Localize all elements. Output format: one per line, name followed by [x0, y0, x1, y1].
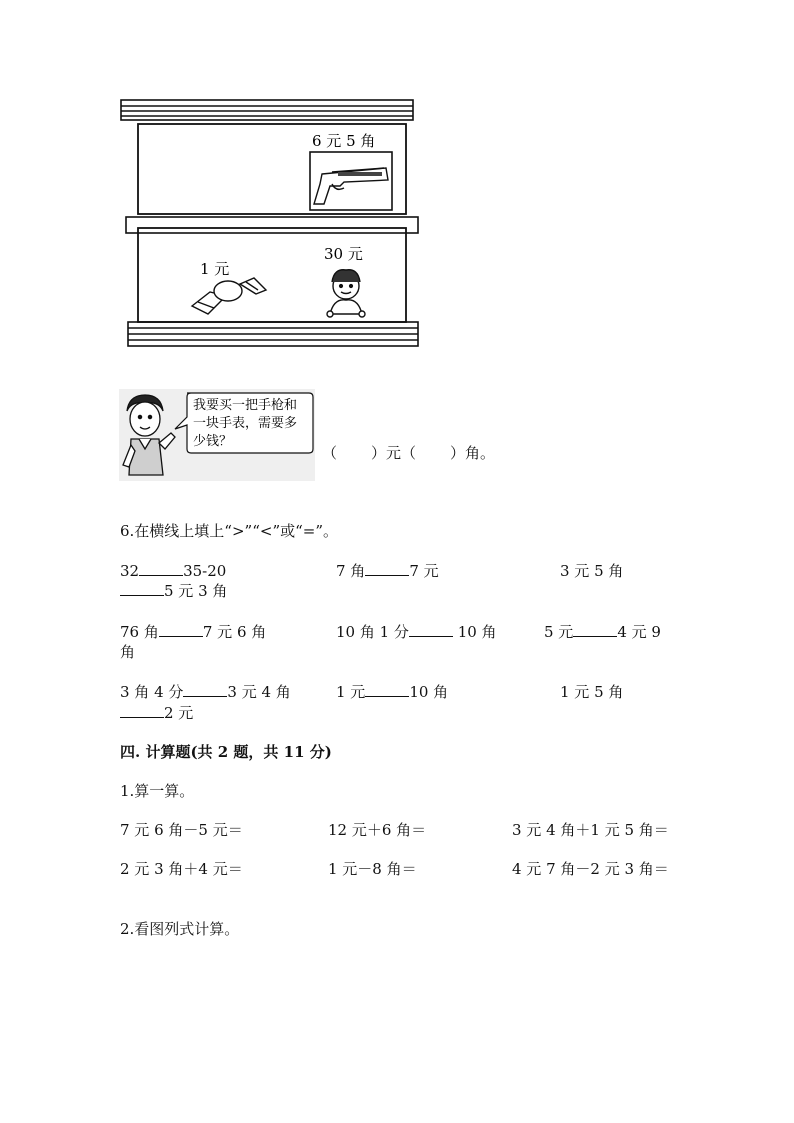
- calc-r1-2: 12 元＋6 角＝: [328, 821, 427, 839]
- q6-r3-a-right: 3 元 4 角: [227, 683, 291, 701]
- calc-r2-2: 1 元－8 角＝: [328, 860, 417, 878]
- speech-line-2: 一块手表，需要多: [193, 416, 298, 431]
- q6-r1-b-blank[interactable]: [365, 561, 409, 576]
- toy-gun-icon: [314, 168, 388, 204]
- q6-r2-a-right: 7 元 6 角: [202, 623, 267, 641]
- boy-speech-illustration: [119, 389, 315, 481]
- q6-r3-c-left: 1 元 5 角: [560, 683, 624, 701]
- scarf-icon: [192, 278, 266, 314]
- q6-r2-a-left: 76 角: [120, 623, 159, 641]
- q6-r3-b-right: 10 角: [409, 683, 449, 701]
- q6-r1-b: [336, 561, 439, 581]
- q6-r2-b-blank[interactable]: [409, 622, 453, 637]
- q6-r2-b: [336, 622, 497, 642]
- calc-r1-3: 3 元 4 角＋1 元 5 角＝: [512, 821, 669, 839]
- q6-r2-c-left: 5 元: [544, 623, 574, 641]
- q6-r2-a: [120, 622, 266, 642]
- calc-r1-1: 7 元 6 角－5 元＝: [120, 821, 243, 839]
- section4-q1-title: 1.算一算。: [120, 782, 195, 800]
- q6-r3-a-blank[interactable]: [183, 682, 227, 697]
- q6-r2-c-right: 4 元 9: [617, 623, 661, 641]
- q6-r3-a-left: 3 角 4 分: [120, 683, 184, 701]
- q6-title: 6.在横线上填上“>”“<”或“=”。: [120, 522, 339, 540]
- answer-line: [322, 443, 495, 463]
- q6-r2-b-left: 10 角 1 分: [336, 623, 409, 641]
- section4-title: 四. 计算题(共 2 题，共 11 分): [120, 743, 332, 761]
- doll-icon: [327, 270, 365, 317]
- q6-r1-b-left: 7 角: [336, 562, 366, 580]
- lower-compartment: [138, 228, 406, 322]
- bottom-shelf-board: [128, 322, 418, 346]
- q6-r1-a: [120, 561, 226, 581]
- q6-r3-b-left: 1 元: [336, 683, 366, 701]
- q6-r3-b: [336, 682, 448, 702]
- q6-r1-c-wrap: [120, 581, 227, 601]
- calc-r2-3: 4 元 7 角－2 元 3 角＝: [512, 860, 669, 878]
- q6-r1-a-left: 32: [120, 562, 140, 580]
- middle-shelf-board: [126, 217, 418, 233]
- q6-r2-c-blank[interactable]: [573, 622, 617, 637]
- q6-r3-b-blank[interactable]: [365, 682, 409, 697]
- calc-r2-1: 2 元 3 角＋4 元＝: [120, 860, 243, 878]
- section4-q2-title: 2.看图列式计算。: [120, 920, 240, 938]
- q6-r1-c-blank[interactable]: [120, 581, 164, 596]
- shelf-illustration: [118, 96, 424, 352]
- price-gun-label: 6 元 5 角: [312, 132, 376, 150]
- q6-r2-c: [544, 622, 661, 642]
- answer-jiao-text: ）角。: [450, 444, 496, 462]
- speech-line-1: 我要买一把手枪和: [193, 398, 298, 413]
- q6-r2-c-wrap: 角: [120, 643, 136, 661]
- q6-r3-a: [120, 682, 291, 702]
- q6-r1-c-left: 3 元 5 角: [560, 562, 624, 580]
- answer-yuan-text: ）元（: [371, 444, 417, 462]
- q6-r3-c-right: 2 元: [164, 704, 194, 722]
- top-shelf-board: [121, 100, 413, 120]
- answer-open-paren: （: [322, 444, 338, 462]
- q6-r1-a-right: 35-20: [183, 562, 227, 580]
- q6-r1-a-blank[interactable]: [139, 561, 183, 576]
- price-doll-label: 30 元: [324, 245, 363, 263]
- q6-r1-c-right: 5 元 3 角: [164, 582, 228, 600]
- speech-line-3: 少钱？: [193, 434, 233, 449]
- price-scarf-label: 1 元: [200, 260, 230, 278]
- q6-r2-b-right: 10 角: [452, 623, 497, 641]
- q6-r3-c-wrap: [120, 703, 193, 723]
- q6-r1-b-right: 7 元: [409, 562, 439, 580]
- q6-r3-c-blank[interactable]: [120, 703, 164, 718]
- q6-r2-a-blank[interactable]: [159, 622, 203, 637]
